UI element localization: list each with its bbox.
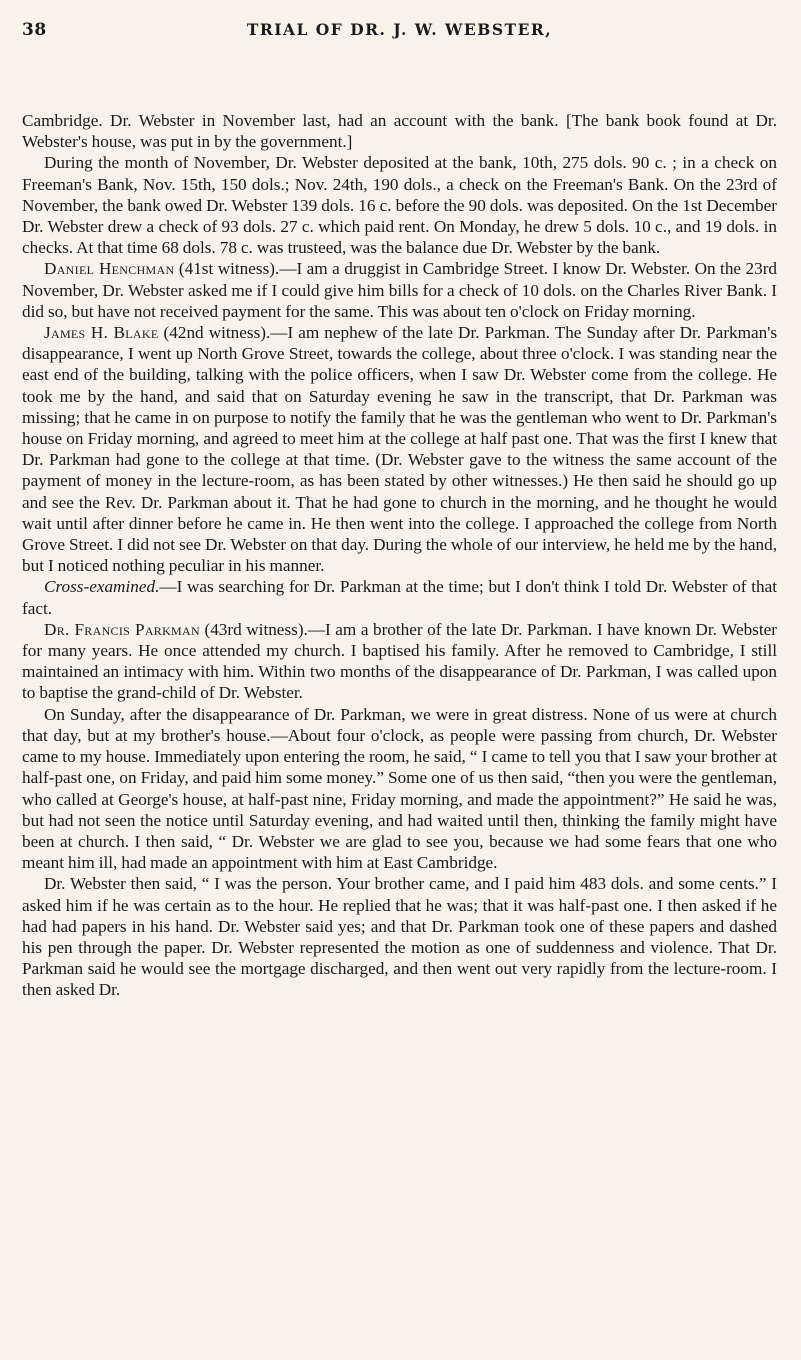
paragraph-francis-parkman-testimony: Dr. Francis Parkman (43rd witness).—I am a brother of the late Dr. Parkman. I have known Dr. Webster for many years. He once attended my church. I baptised his family. After he removed to Cambridge, I still maintained an intimacy with him. Within two months of the disappearance of Dr. Parkman, I was called upon to baptise the grand-child of Dr. Webster. [22, 619, 777, 703]
body-text [22, 110, 777, 1001]
paragraph-deposits: During the month of November, Dr. Webster deposited at the bank, 10th, 275 dols. 90 c. ; in a check on Freeman's Bank, Nov. 15th, 150 dols.; Nov. 24th, 190 dols., a check on the Freeman's Bank. On the 23rd of November, the bank owed Dr. Webster 139 dols. 16 c. before the 90 dols. was deposited. On the 1st December Dr. Webster drew a check of 93 dols. 27 c. which paid rent. On Monday, he drew 5 dols. 10 c., and 19 dols. in checks. At that time 68 dols. 78 c. was trusteed, was the balance due Dr. Webster by the bank. [22, 153, 777, 258]
running-head: TRIAL OF DR. J. W. WEBSTER, [246, 20, 553, 39]
page-header [22, 16, 777, 56]
paragraph-bank-account: Cambridge. Dr. Webster in November last, had an account with the bank. [The bank book found at Dr. Webster's house, was put in by the government.] [22, 111, 777, 152]
paragraph-henchman-testimony: Daniel Henchman (41st witness).—I am a druggist in Cambridge Street. I know Dr. Webster. On the 23rd November, Dr. Webster asked me if I could give him bills for a check of 10 dols. on the Charles River Bank. I did so, but have not received payment for the same. This was about ten o'clock on Friday morning. [22, 259, 778, 321]
witness-name: Dr. Francis Parkman [44, 619, 200, 639]
witness-name: James H. Blake [44, 323, 159, 343]
witness-name: Daniel Henchman [44, 259, 175, 279]
paragraph-cross-examination: Cross-examined.—I was searching for Dr. Parkman at the time; but I don't think I told Dr. Webster of that fact. [22, 577, 777, 618]
paragraph-blake-testimony: James H. Blake (42nd witness).—I am nephew of the late Dr. Parkman. The Sunday after Dr. Parkman's disappearance, I went up North Grove Street, towards the college, about three o'clock. I was standing near the east end of the building, talking with the police officers, when I saw Dr. Webster come from the college. He took me by the hand, and said that on Saturday evening he saw in the transcript, that Dr. Parkman was missing; that he came in on purpose to notify the family that he was the gentleman who went to Dr. Parkman's house on Friday morning, and agreed to meet him at the college at half past one. That was the first I knew that Dr. Parkman had gone to the college at that time. (Dr. Webster gave to the witness the same account of the payment of money in the lecture-room, as has been stated by other witnesses.) He then said he should go up and see the Rev. Dr. Parkman about it. That he had gone to church in the morning, and he thought he would wait until after dinner before he came in. He then went into the college. I approached the college from North Grove Street. I did not see Dr. Webster on that day. During the whole of our interview, he held me by the hand, but I noticed nothing peculiar in his manner. [22, 323, 778, 576]
cross-examined-label: Cross-examined. [44, 577, 160, 597]
paragraph-payment-account: Dr. Webster then said, “ I was the person. Your brother came, and I paid him 483 dols. and some cents.” I asked him if he was certain as to the hour. He replied that he was; that it was half-past one. I then asked if he had had papers in his hand. Dr. Webster said yes; and that Dr. Parkman took one of these papers and dashed his pen through the paper. Dr. Webster represented the motion as one of suddenness and violence. That Dr. Parkman said he would see the mortgage discharged, and then went out very rapidly from the lecture-room. I then asked Dr. [22, 874, 777, 1000]
paragraph-sunday-visit: On Sunday, after the disappearance of Dr. Parkman, we were in great distress. None of us were at church that day, but at my brother's house.—About four o'clock, as people were passing from church, Dr. Webster came to my house. Immediately upon entering the room, he said, “ I came to tell you that I saw your brother at half-past one, on Friday, and paid him some money.” Some one of us then said, “then you were the gentleman, who called at George's house, at half-past nine, Friday morning, and made the appointment?” He said he was, but had not seen the notice until Saturday evening, and had waited until then, thinking the family might have been at church. I then said, “ Dr. Webster we are glad to see you, because we had some fears that one who meant him ill, had made an appointment with him at East Cambridge. [22, 704, 777, 873]
page-number: 38 [22, 20, 47, 40]
